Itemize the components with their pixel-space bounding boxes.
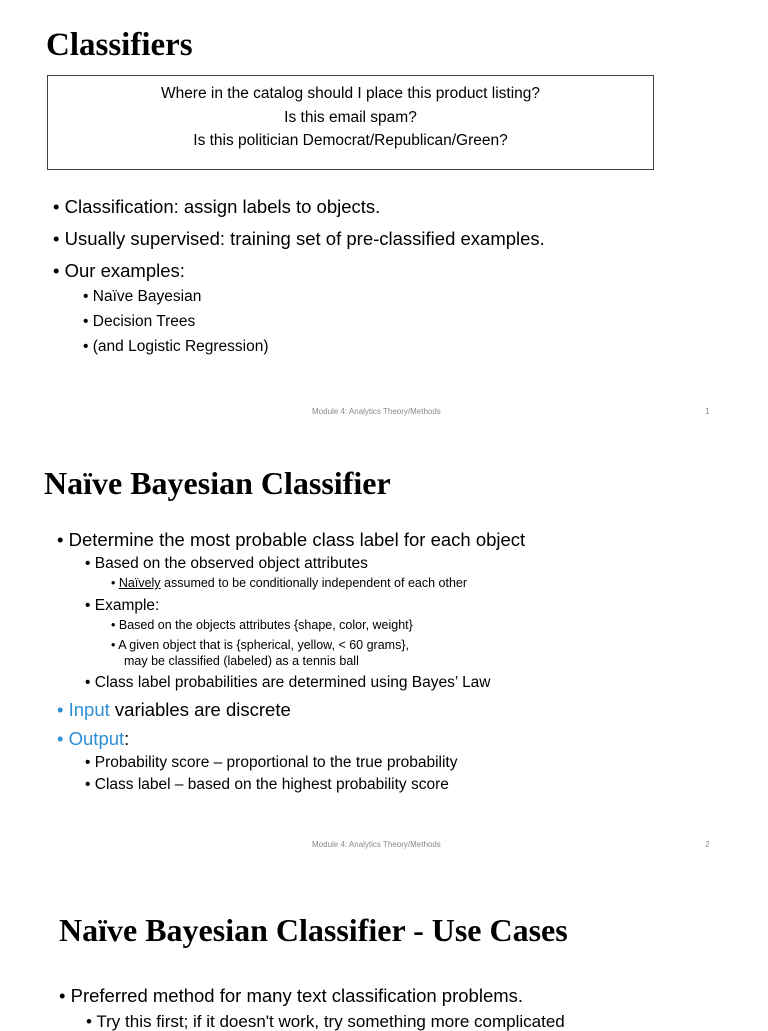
bullet-dot-icon: • [53,260,60,281]
bullet-dot-icon: • [59,985,66,1006]
sub-bullet-item: • (and Logistic Regression) [83,338,269,355]
bullet-dot-icon: • [85,754,91,771]
bullet-dot-icon: • [111,618,116,632]
question-line: Where in the catalog should I place this product listing? [160,85,541,102]
bullet-item: • Preferred method for many text classification problems. [59,985,524,1006]
sub-sub-bullet-item: • A given object that is {spherical, yellow, < 60 grams}, [111,638,409,652]
bullet-dot-icon: • [86,1012,92,1031]
slide-2-title: Naïve Bayesian Classifier [44,465,391,501]
sub-bullet-item: • Decision Trees [83,313,196,330]
page-number: 1 [705,407,710,416]
bullet-dot-icon: • [111,576,116,590]
bullet-item: • Our examples: [53,260,185,281]
bullet-dot-icon: • [85,776,91,793]
sub-bullet-item: • Example: [85,597,160,614]
bullet-dot-icon: • [83,313,89,330]
question-line: Is this email spam? [284,108,417,126]
sub-bullet-item: • Based on the observed object attributes [85,555,368,572]
bullet-item: • Classification: assign labels to objects. [53,196,381,217]
sub-sub-bullet-item: • Based on the objects attributes {shape, color, weight} [111,618,413,632]
bullet-dot-icon: • [57,529,64,550]
question-line: Is this politician Democrat/Republican/Green? [193,132,508,149]
sub-sub-bullet-item: • Naïvely assumed to be conditionally independent of each other [111,576,468,590]
bullet-item: • Determine the most probable class label for each object [57,529,526,550]
bullet-dot-icon: • [83,338,89,355]
bullet-dot-icon: • [85,674,91,691]
bullet-dot-icon: • [83,288,89,305]
bullet-item: • Output: [57,728,130,749]
sub-bullet-item: • Naïve Bayesian [83,288,202,305]
slide-footer: Module 4: Analytics Theory/Methods [312,407,441,416]
bullet-dot-icon: • [111,638,116,652]
sub-bullet-item: • Probability score – proportional to the true probability [85,754,458,771]
bullet-dot-icon: • [57,699,64,720]
sub-bullet-item: • Try this first; if it doesn't work, try something more complicated [86,1012,565,1031]
slide-1-title: Classifiers [46,27,193,63]
bullet-item: • Input variables are discrete [57,699,291,720]
sub-bullet-item: • Class label – based on the highest probability score [85,776,449,793]
questions-box [47,75,654,170]
bullet-dot-icon: • [53,228,60,249]
slide-footer: Module 4: Analytics Theory/Methods [312,840,441,849]
slide-3-title: Naïve Bayesian Classifier - Use Cases [59,912,568,948]
sub-sub-bullet-continuation: may be classified (labeled) as a tennis ball [124,654,359,668]
bullet-dot-icon: • [85,555,91,572]
bullet-dot-icon: • [85,597,91,614]
sub-bullet-item: • Class label probabilities are determined using Bayes’ Law [85,674,491,691]
bullet-item: • Usually supervised: training set of pre-classified examples. [53,228,545,249]
bullet-dot-icon: • [57,728,64,749]
bullet-dot-icon: • [53,196,60,217]
page-number: 2 [705,840,710,849]
